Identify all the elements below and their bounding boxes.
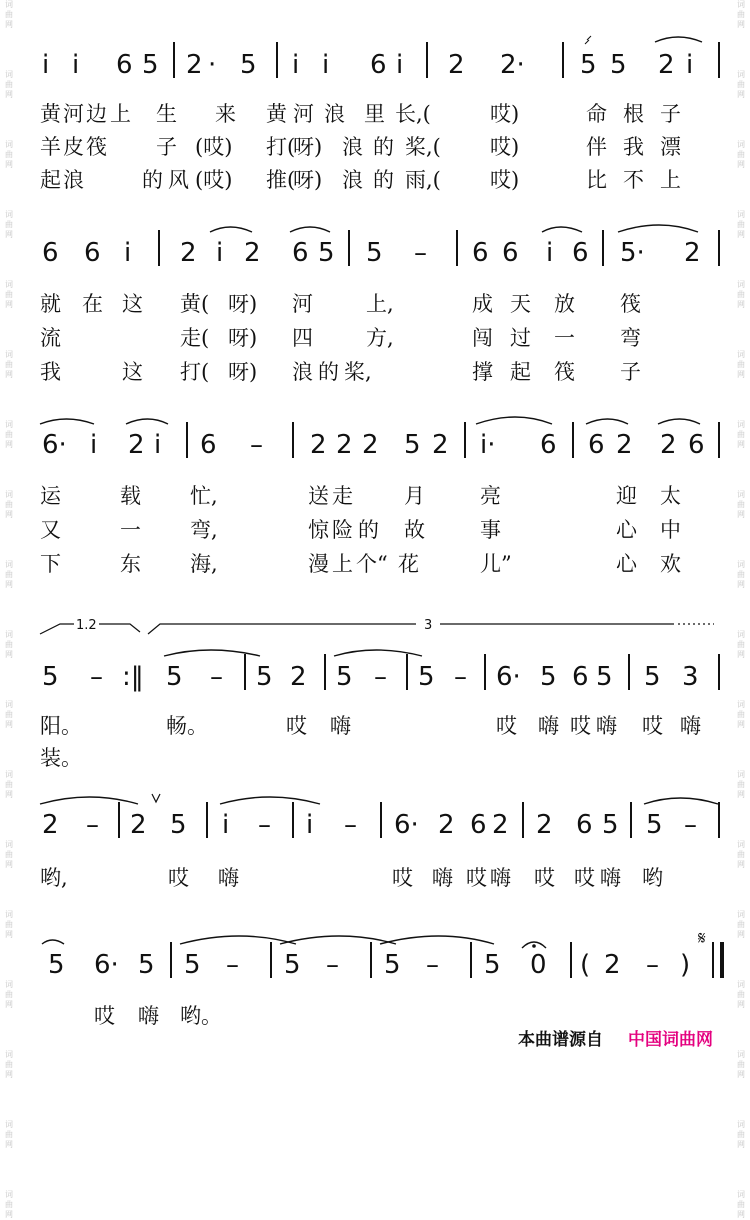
note: 2: [310, 430, 327, 460]
watermark-text: 词 曲 网: [737, 980, 745, 1009]
lyric: 心: [616, 518, 637, 542]
source-label: 本曲谱源自: [518, 1030, 603, 1049]
lyric: 呀): [293, 135, 323, 159]
lyric: 子: [660, 102, 681, 126]
watermark-text: 词 曲 网: [5, 770, 13, 799]
watermark-text: 词 曲 网: [737, 490, 745, 519]
slur-marks: [30, 410, 730, 480]
lyric: 哎: [466, 866, 487, 890]
site-name-link[interactable]: 中国词曲网: [628, 1030, 713, 1049]
note: i: [546, 238, 554, 268]
note: i: [222, 810, 230, 840]
watermark-text: 词 曲 网: [5, 980, 13, 1009]
lyric: 的: [142, 168, 163, 192]
note: i: [42, 50, 50, 80]
note: i: [90, 430, 98, 460]
note: 5: [610, 50, 627, 80]
note: (: [580, 950, 591, 980]
note: 2: [492, 810, 509, 840]
slur-marks: [30, 642, 730, 712]
note: 6: [588, 430, 605, 460]
lyric: 中: [660, 518, 681, 542]
note: –: [414, 238, 427, 268]
note: 5: [284, 950, 301, 980]
lyric: 成: [472, 292, 493, 316]
lyric: 的: [318, 360, 339, 384]
note: 5: [170, 810, 187, 840]
lyric: 黄(: [180, 292, 210, 316]
note: i: [686, 50, 694, 80]
note: 2: [684, 238, 701, 268]
lyric-verse-1: [30, 710, 730, 736]
note: –: [374, 662, 387, 692]
watermark-text: 词 曲 网: [5, 1050, 13, 1079]
lyric: 走(: [180, 326, 210, 350]
lyric: 河: [293, 102, 314, 126]
lyric: 子: [620, 360, 641, 384]
lyric: 根: [623, 102, 644, 126]
note: 6·: [394, 810, 419, 840]
lyric: 的: [373, 135, 394, 159]
lyric: 嗨: [680, 714, 701, 738]
note: –: [258, 810, 271, 840]
note: 5: [318, 238, 335, 268]
note: 6·: [42, 430, 67, 460]
note: 2: [130, 810, 147, 840]
note: 2: [128, 430, 145, 460]
lyric: 嗨: [600, 866, 621, 890]
note: –: [684, 810, 697, 840]
lyric: 在: [82, 292, 103, 316]
lyric: 羊: [40, 135, 61, 159]
lyric: 走: [332, 484, 353, 508]
lyric-verse-2: [30, 514, 730, 540]
lyric: 命: [586, 102, 607, 126]
lyric: 浪: [342, 135, 363, 159]
lyric: 里: [364, 102, 385, 126]
lyric: 哎: [94, 1004, 115, 1028]
lyric: 长,(: [395, 102, 431, 126]
lyric: 桨,(: [405, 135, 441, 159]
lyric: 边: [86, 102, 107, 126]
lyric: 险: [332, 518, 353, 542]
repeat-sign: :‖: [122, 662, 144, 692]
note: 6: [292, 238, 309, 268]
note: –: [210, 662, 223, 692]
notation-line: [30, 642, 730, 712]
notation-line: [30, 30, 730, 100]
lyric: 黄: [40, 102, 61, 126]
lyric-verse-1: [30, 480, 730, 506]
watermark-text: 词 曲 网: [737, 910, 745, 939]
lyric: 漫: [308, 552, 329, 576]
lyric-verse-1: [30, 1000, 730, 1026]
note: 5: [384, 950, 401, 980]
lyric: 哎: [534, 866, 555, 890]
watermark-text: 词 曲 网: [5, 210, 13, 239]
lyric: 的: [358, 518, 379, 542]
notation-line: [30, 790, 730, 860]
watermark-text: 词 曲 网: [5, 630, 13, 659]
lyric: 打(: [180, 360, 210, 384]
lyric: (哎): [195, 135, 233, 159]
lyric-verse-1: [30, 288, 730, 314]
lyric: 弯: [620, 326, 641, 350]
note: 5: [184, 950, 201, 980]
lyric: 亮: [480, 484, 501, 508]
note: 5: [540, 662, 557, 692]
lyric: 我: [623, 135, 644, 159]
lyric: 送: [308, 484, 329, 508]
lyric: 上: [332, 552, 353, 576]
lyric: 哎): [490, 135, 520, 159]
slur-marks: [30, 930, 730, 1000]
lyric: 伴: [586, 135, 607, 159]
lyric: 起: [40, 168, 61, 192]
note: 2: [448, 50, 465, 80]
lyric: 这: [122, 360, 143, 384]
lyric: 事: [480, 518, 501, 542]
lyric: 海,: [190, 552, 218, 576]
lyric: 哎: [574, 866, 595, 890]
note: 6: [42, 238, 59, 268]
note: 2: [290, 662, 307, 692]
lyric: 东: [120, 552, 141, 576]
note: –: [90, 662, 103, 692]
note: i: [124, 238, 132, 268]
watermark-text: 词 曲 网: [5, 280, 13, 309]
lyric: 生: [156, 102, 177, 126]
watermark-text: 词 曲 网: [5, 70, 13, 99]
note: i: [72, 50, 80, 80]
watermark-text: 词 曲 网: [5, 700, 13, 729]
note: 5: [602, 810, 619, 840]
note: 2: [616, 430, 633, 460]
lyric: 嗨: [138, 1004, 159, 1028]
lyric: 个“: [356, 552, 388, 576]
note: 6·: [94, 950, 119, 980]
lyric: 来: [215, 102, 236, 126]
note: i: [396, 50, 404, 80]
watermark-text: 词 曲 网: [5, 840, 13, 869]
lyric: 哎): [490, 168, 520, 192]
lyric: 忙,: [190, 484, 218, 508]
watermark-text: 词 曲 网: [737, 700, 745, 729]
watermark-text: 词 曲 网: [5, 350, 13, 379]
lyric: 过: [510, 326, 531, 350]
lyric: 故: [404, 518, 425, 542]
lyric-verse-1: [30, 862, 730, 888]
lyric: 风: [168, 168, 189, 192]
note: –: [454, 662, 467, 692]
lyric: 撑: [472, 360, 493, 384]
lyric: 这: [122, 292, 143, 316]
slur-marks: [30, 790, 730, 860]
note: i·: [480, 430, 496, 460]
lyric: 河: [292, 292, 313, 316]
lyric: 上: [110, 102, 131, 126]
lyric: 阳。: [40, 714, 82, 738]
note: i: [154, 430, 162, 460]
slur-marks: [30, 218, 730, 288]
watermark-text: 词 曲 网: [737, 1120, 745, 1149]
lyric: 畅。: [166, 714, 208, 738]
lyric: 放: [554, 292, 575, 316]
notation-line: [30, 410, 730, 480]
lyric-verse-2: [30, 322, 730, 348]
note: i: [216, 238, 224, 268]
notation-line: [30, 930, 730, 1000]
lyric: 嗨: [330, 714, 351, 738]
lyric: 哎: [168, 866, 189, 890]
note: 2: [438, 810, 455, 840]
note: 2: [604, 950, 621, 980]
volta-label-2: 3: [424, 618, 433, 633]
watermark-text: 词 曲 网: [737, 140, 745, 169]
lyric: 闯: [472, 326, 493, 350]
note: –: [226, 950, 239, 980]
note: 6: [472, 238, 489, 268]
lyric: 上: [660, 168, 681, 192]
note: i: [292, 50, 300, 80]
lyric: 浪: [324, 102, 345, 126]
lyric: 哟,: [40, 866, 68, 890]
watermark-text: 词 曲 网: [737, 210, 745, 239]
svg-text:𝄋: 𝄋: [698, 928, 706, 949]
watermark-text: 词 曲 网: [5, 910, 13, 939]
note: 6: [572, 662, 589, 692]
lyric: 浪: [292, 360, 313, 384]
lyric: 载: [120, 484, 141, 508]
lyric: 月: [404, 484, 425, 508]
lyric: 流: [40, 326, 61, 350]
lyric-verse-3: [30, 548, 730, 574]
watermark-text: 词 曲 网: [737, 70, 745, 99]
note: 5: [418, 662, 435, 692]
lyric: 嗨: [218, 866, 239, 890]
note: 2: [658, 50, 675, 80]
lyric: 下: [40, 552, 61, 576]
lyric: 浪: [63, 168, 84, 192]
lyric: 哎: [286, 714, 307, 738]
watermark-text: 词 曲 网: [5, 140, 13, 169]
watermark-text: 词 曲 网: [5, 420, 13, 449]
lyric: 皮: [63, 135, 84, 159]
lyric: 哎): [490, 102, 520, 126]
lyric: 推(: [266, 168, 296, 192]
note: 5: [596, 662, 613, 692]
note: 2: [660, 430, 677, 460]
lyric: 太: [660, 484, 681, 508]
lyric: 桨,: [344, 360, 372, 384]
lyric: 呀): [228, 326, 258, 350]
note: –: [426, 950, 439, 980]
note: 5: [42, 662, 59, 692]
lyric-verse-3: [30, 356, 730, 382]
note: –: [250, 430, 263, 460]
note: 5: [240, 50, 257, 80]
lyric: 一: [554, 326, 575, 350]
lyric: (哎): [195, 168, 233, 192]
watermark-text: 词 曲 网: [737, 0, 745, 29]
note: 2: [432, 430, 449, 460]
volta-label-1: 1.2: [76, 618, 97, 633]
lyric: 哟。: [180, 1004, 222, 1028]
note: 2·: [500, 50, 525, 80]
lyric: 起: [510, 360, 531, 384]
note: 2: [336, 430, 353, 460]
watermark-text: 词 曲 网: [737, 280, 745, 309]
lyric: 一: [120, 518, 141, 542]
lyric: 花: [398, 552, 419, 576]
note: 5: [166, 662, 183, 692]
lyric: 呀): [228, 292, 258, 316]
notation-line: [30, 218, 730, 288]
note: 5: [142, 50, 159, 80]
lyric: 哎: [642, 714, 663, 738]
watermark-text: 词 曲 网: [5, 560, 13, 589]
watermark-text: 词 曲 网: [737, 350, 745, 379]
note: 5: [404, 430, 421, 460]
lyric: 嗨: [596, 714, 617, 738]
lyric-verse-3: [30, 164, 730, 190]
note: 5: [484, 950, 501, 980]
note: 2: [180, 238, 197, 268]
note: 5: [336, 662, 353, 692]
slur-marks: [30, 30, 730, 100]
watermark-text: 词 曲 网: [737, 560, 745, 589]
note: 6: [576, 810, 593, 840]
lyric: 筏: [554, 360, 575, 384]
lyric: 又: [40, 518, 61, 542]
note: 0: [530, 950, 547, 980]
note: 6: [540, 430, 557, 460]
lyric: 惊: [308, 518, 329, 542]
note: –: [646, 950, 659, 980]
lyric: 比: [586, 168, 607, 192]
lyric: 运: [40, 484, 61, 508]
watermark-text: 词 曲 网: [737, 1190, 745, 1219]
lyric: 打(: [266, 135, 296, 159]
note: 3: [682, 662, 699, 692]
note: 6: [470, 810, 487, 840]
lyric: 就: [40, 292, 61, 316]
lyric: 心: [616, 552, 637, 576]
note: 5: [644, 662, 661, 692]
note: 2: [186, 50, 203, 80]
watermark-text: 词 曲 网: [737, 770, 745, 799]
note: 2: [42, 810, 59, 840]
watermark-text: 词 曲 网: [737, 630, 745, 659]
note: 6: [502, 238, 519, 268]
lyric: 黄: [266, 102, 287, 126]
watermark-text: 词 曲 网: [737, 420, 745, 449]
note: 2: [362, 430, 379, 460]
note: 2: [536, 810, 553, 840]
lyric: 上,: [366, 292, 394, 316]
lyric-verse-1: [30, 98, 730, 124]
note: –: [326, 950, 339, 980]
lyric: 河: [63, 102, 84, 126]
note: ·: [208, 50, 217, 80]
note: 6: [370, 50, 387, 80]
watermark-text: 词 曲 网: [5, 1190, 13, 1219]
lyric: 呀): [228, 360, 258, 384]
lyric: 嗨: [432, 866, 453, 890]
lyric: 嗨: [538, 714, 559, 738]
lyric: 哎: [392, 866, 413, 890]
lyric: 雨,(: [405, 168, 441, 192]
note: ): [680, 950, 691, 980]
watermark-right: [732, 0, 750, 1219]
lyric: 儿”: [480, 552, 512, 576]
lyric: 嗨: [490, 866, 511, 890]
watermark-text: 词 曲 网: [737, 1050, 745, 1079]
note: –: [86, 810, 99, 840]
lyric: 迎: [616, 484, 637, 508]
volta-brackets: [30, 614, 730, 644]
lyric: 装。: [40, 746, 82, 770]
note: 6: [84, 238, 101, 268]
watermark-left: [0, 0, 18, 1219]
lyric: 弯,: [190, 518, 218, 542]
note: 2: [244, 238, 261, 268]
lyric: 天: [510, 292, 531, 316]
note: 5: [138, 950, 155, 980]
note: i: [322, 50, 330, 80]
watermark-text: 词 曲 网: [5, 490, 13, 519]
lyric: 我: [40, 360, 61, 384]
lyric: 浪: [342, 168, 363, 192]
note: 6·: [496, 662, 521, 692]
note: 5: [580, 50, 597, 80]
watermark-text: 词 曲 网: [737, 840, 745, 869]
note: –: [344, 810, 357, 840]
note: 5·: [620, 238, 645, 268]
lyric: 子: [156, 135, 177, 159]
note: 5: [366, 238, 383, 268]
lyric-verse-2: [30, 742, 730, 768]
note: 5: [48, 950, 65, 980]
note: 6: [572, 238, 589, 268]
lyric: 方,: [366, 326, 394, 350]
lyric: 呀): [293, 168, 323, 192]
note: 6: [200, 430, 217, 460]
note: 6: [688, 430, 705, 460]
watermark-text: 词 曲 网: [5, 1120, 13, 1149]
lyric: 四: [292, 326, 313, 350]
lyric: 漂: [660, 135, 681, 159]
note: 5: [646, 810, 663, 840]
note: i: [306, 810, 314, 840]
watermark-text: 词 曲 网: [5, 0, 13, 29]
note: 5: [256, 662, 273, 692]
lyric: 筏: [86, 135, 107, 159]
lyric: 不: [623, 168, 644, 192]
lyric: 哟: [642, 866, 663, 890]
lyric-verse-2: [30, 131, 730, 157]
lyric: 欢: [660, 552, 681, 576]
lyric: 的: [373, 168, 394, 192]
lyric: 哎: [570, 714, 591, 738]
note: 6: [116, 50, 133, 80]
lyric: 哎: [496, 714, 517, 738]
lyric: 筏: [620, 292, 641, 316]
